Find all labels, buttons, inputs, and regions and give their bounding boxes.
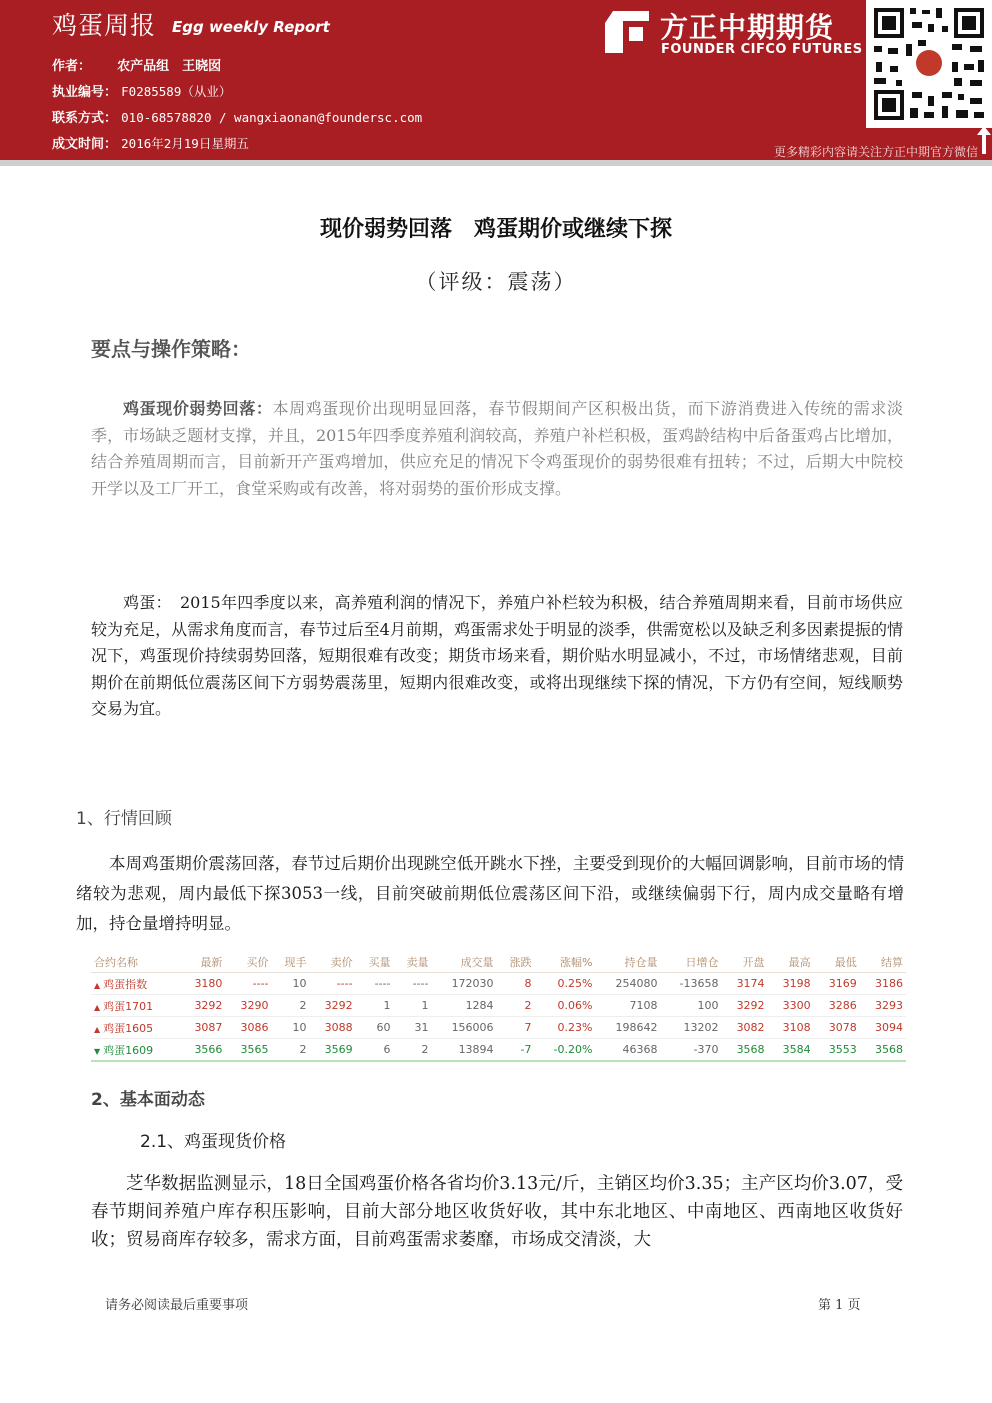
section1-paragraph: 本周鸡蛋期价震荡回落，春节过后期价出现跳空低开跳水下挫，主要受到现价的大幅回调影响，目前市场的情绪较为悲观，周内最低下探3053一线，目前突破前期低位震荡区间下沿，或继续偏弱下行，周内成交量略有增加，持仓量增持明显。 [76, 854, 904, 933]
summary-lead: 鸡蛋现价弱势回落： [123, 399, 273, 418]
col-low: 最低 [814, 952, 860, 973]
table-cell: 3198 [768, 973, 814, 995]
col-last: 最新 [179, 952, 225, 973]
table-cell: ---- [309, 973, 355, 995]
table-cell: 3086 [225, 1017, 271, 1039]
rating: （评级：震荡） [415, 270, 577, 294]
table-cell: 3292 [721, 995, 767, 1017]
col-oi-change: 日增仓 [661, 952, 722, 973]
table-cell: 172030 [431, 973, 496, 995]
table-cell: 3094 [860, 1017, 906, 1039]
table-row[interactable] [91, 1039, 906, 1062]
meta-author-value: 农产品组 王晓囡 [117, 59, 222, 74]
table-cell: 2 [497, 995, 535, 1017]
table-cell: 0.23% [535, 1017, 596, 1039]
table-cell: 10 [272, 1017, 310, 1039]
table-cell: 60 [356, 1017, 394, 1039]
summary-paragraph [91, 396, 903, 502]
contract-name-text: 鸡蛋1701 [103, 999, 154, 1013]
table-cell: 1 [356, 995, 394, 1017]
table-cell: -13658 [661, 973, 722, 995]
wechat-note: 更多精彩内容请关注方正中期官方微信 [773, 145, 978, 159]
arrow-up-icon: ▲ [94, 980, 101, 990]
table-cell: 7 [497, 1017, 535, 1039]
col-high: 最高 [768, 952, 814, 973]
col-open: 开盘 [721, 952, 767, 973]
section1-heading: 1、行情回顾 [76, 809, 172, 829]
qr-code-icon [866, 0, 992, 128]
contract-name [91, 1039, 179, 1062]
report-header [0, 0, 992, 160]
table-cell: 3082 [721, 1017, 767, 1039]
table-cell: 3088 [309, 1017, 355, 1039]
contract-name [91, 1017, 179, 1039]
table-cell: 10 [272, 973, 310, 995]
founder-logo-icon [603, 9, 651, 55]
table-cell: 8 [497, 973, 535, 995]
table-cell: 2 [272, 1039, 310, 1062]
table-cell: 3565 [225, 1039, 271, 1062]
table-cell: 3568 [860, 1039, 906, 1062]
egg-paragraph: 鸡蛋： 2015年四季度以来，高养殖利润的情况下，养殖户补栏较为积极，结合养殖周期来看，目前市场供应较为充足，从需求角度而言，春节过后至4月前期，鸡蛋需求处于明显的淡季，供需宽松以及缺乏利多因素提振的情况下，鸡蛋现价持续弱势回落，短期很难有改变；期货市场来看，期价贴水明显减小，不过，市场情绪悲观，目前期价在前期低位震荡区间下方弱势震荡里，短期内很难改变，或将出现继续下探的情况，下方仍有空间，短线顺势交易为宜。 [91, 593, 903, 718]
table-cell: 3566 [179, 1039, 225, 1062]
table-cell: 3568 [721, 1039, 767, 1062]
col-change: 涨跌 [497, 952, 535, 973]
table-cell: 1 [394, 995, 432, 1017]
table-cell: 3292 [309, 995, 355, 1017]
meta-date [52, 133, 249, 152]
table-cell: -370 [661, 1039, 722, 1062]
table-cell: 3108 [768, 1017, 814, 1039]
summary-text: 本周鸡蛋现价出现明显回落，春节假期间产区积极出货，而下游消费进入传统的需求淡季，市场缺乏题材支撑，并且，2015年四季度养殖利润较高，养殖户补栏积极，蛋鸡龄结构中后备蛋鸡占比增加，结合养殖周期而言，目前新开产蛋鸡增加，供应充足的情况下令鸡蛋现价的弱势很难有扭转；不过，后期大中院校开学以及工厂开工，食堂采购或有改善，将对弱势的蛋价形成支撑。 [91, 399, 903, 498]
table-cell: 13202 [661, 1017, 722, 1039]
table-cell: 1284 [431, 995, 496, 1017]
table-cell: 6 [356, 1039, 394, 1062]
table-cell: 3290 [225, 995, 271, 1017]
contract-name-text: 鸡蛋1609 [103, 1043, 154, 1057]
meta-author-key: 作者： [52, 59, 92, 74]
table-cell: 254080 [595, 973, 660, 995]
contract-name-text: 鸡蛋指数 [103, 977, 148, 991]
header-divider [0, 160, 992, 166]
table-cell: ---- [225, 973, 271, 995]
col-bid: 买价 [225, 952, 271, 973]
table-cell: 156006 [431, 1017, 496, 1039]
col-ask: 卖价 [309, 952, 355, 973]
arrow-up-icon: ▲ [94, 1024, 101, 1034]
contract-name [91, 973, 179, 995]
table-cell: 3169 [814, 973, 860, 995]
table-cell: 3293 [860, 995, 906, 1017]
table-cell: 3186 [860, 973, 906, 995]
contract-name-text: 鸡蛋1605 [103, 1021, 154, 1035]
table-cell: 3553 [814, 1039, 860, 1062]
meta-license-key: 执业编号： [52, 85, 118, 100]
table-cell: 0.25% [535, 973, 596, 995]
table-cell: ---- [394, 973, 432, 995]
table-cell: -7 [497, 1039, 535, 1062]
meta-date-key: 成文时间： [52, 137, 118, 152]
col-volume: 成交量 [431, 952, 496, 973]
table-cell: 46368 [595, 1039, 660, 1062]
logo-en: FOUNDER CIFCO FUTURES [661, 42, 863, 57]
table-row[interactable] [91, 973, 906, 995]
report-title-en: Egg weekly Report [172, 18, 330, 36]
table-cell: 3292 [179, 995, 225, 1017]
table-cell: 3569 [309, 1039, 355, 1062]
meta-license [52, 81, 231, 100]
page-title: 现价弱势回落 鸡蛋期价或继续下探 [319, 216, 672, 242]
meta-contact-key: 联系方式： [52, 111, 118, 126]
table-row[interactable] [91, 995, 906, 1017]
col-ask-vol: 卖量 [394, 952, 432, 973]
meta-contact [52, 107, 422, 126]
col-lot: 现手 [272, 952, 310, 973]
meta-date-value: 2016年2月19日星期五 [121, 136, 249, 151]
table-cell: 3174 [721, 973, 767, 995]
report-title: 鸡蛋周报 [52, 11, 157, 40]
table-cell: ---- [356, 973, 394, 995]
meta-contact-value: 010-68578820 / wangxiaonan@foundersc.com [121, 110, 423, 125]
table-row[interactable] [91, 1017, 906, 1039]
table-cell: -0.20% [535, 1039, 596, 1062]
section2-paragraph: 芝华数据监测显示，18日全国鸡蛋价格各省均价3.13元/斤，主销区均价3.35；主产区均价3.07，受春节期间养殖户库存积压影响，目前大部分地区收货好收，其中东北地区、中南地区、西南地区收货好收；贸易商库存较多，需求方面，目前鸡蛋需求萎靡，市场成交清淡，大 [91, 1174, 903, 1250]
arrow-up-icon: ▲ [94, 1002, 101, 1012]
arrow-up-icon [977, 126, 991, 154]
table-cell: 0.06% [535, 995, 596, 1017]
table-cell: 13894 [431, 1039, 496, 1062]
page-number: 第 1 页 [818, 1298, 861, 1313]
table-cell: 3087 [179, 1017, 225, 1039]
col-bid-vol: 买量 [356, 952, 394, 973]
table-cell: 3300 [768, 995, 814, 1017]
table-cell: 3584 [768, 1039, 814, 1062]
table-cell: 2 [272, 995, 310, 1017]
table-cell: 7108 [595, 995, 660, 1017]
arrow-down-icon: ▼ [94, 1046, 101, 1056]
logo-cn: 方正中期期货 [660, 11, 835, 44]
quote-table [91, 952, 906, 1062]
col-name: 合约名称 [91, 952, 179, 973]
table-cell: 198642 [595, 1017, 660, 1039]
footer-disclaimer: 请务必阅读最后重要事项 [105, 1298, 249, 1313]
table-cell: 100 [661, 995, 722, 1017]
table-cell: 3180 [179, 973, 225, 995]
section2-heading: 2、基本面动态 [91, 1090, 205, 1110]
table-cell: 2 [394, 1039, 432, 1062]
table-cell: 3286 [814, 995, 860, 1017]
col-open-interest: 持仓量 [595, 952, 660, 973]
contract-name [91, 995, 179, 1017]
meta-author [52, 55, 221, 74]
meta-license-value: F0285589（从业） [121, 84, 232, 99]
quote-table-header [91, 952, 906, 973]
summary-heading: 要点与操作策略： [91, 337, 251, 361]
table-cell: 3078 [814, 1017, 860, 1039]
col-settle: 结算 [860, 952, 906, 973]
section2-1-heading: 2.1、鸡蛋现货价格 [140, 1132, 287, 1152]
col-change-pct: 涨幅% [535, 952, 596, 973]
table-cell: 31 [394, 1017, 432, 1039]
